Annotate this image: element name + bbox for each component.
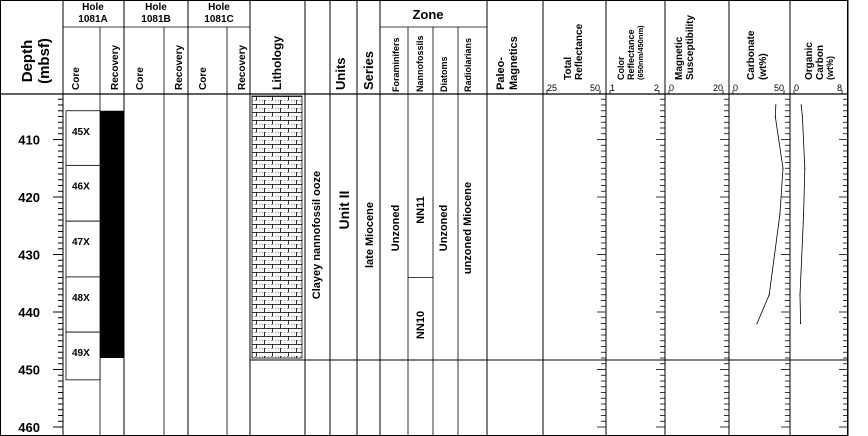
x-tick-label: 20 (712, 83, 723, 93)
total-reflectance-header-line2: Reflectance (574, 23, 585, 80)
lithology-header: Lithology (270, 36, 284, 90)
depth-header-line1: Depth (19, 39, 36, 83)
radiolarians-zone-label: unzoned Miocene (462, 181, 474, 275)
color-reflectance-header-line1: Color (616, 56, 626, 80)
organic-carbon-header-line1: Organic (804, 42, 815, 80)
core-label: 49X (72, 348, 90, 360)
x-tick-label: 8 (836, 83, 842, 93)
data-point (775, 116, 776, 117)
nannofossil-zone-label: NN11 (415, 196, 427, 224)
hole-c-number: 1081C (204, 14, 234, 25)
foraminifers-zone-label: Unzoned (390, 204, 402, 252)
depth-label: 440 (18, 305, 40, 320)
foraminifers-header: Foraminifers (391, 37, 401, 92)
depth-label: 460 (18, 420, 40, 435)
hole-a-title: Hole (82, 2, 104, 13)
carbonate-header-line2: (wt%) (758, 53, 769, 80)
nannofossil-zone-label: NN10 (415, 310, 427, 340)
depth-header-line2: (mbsf) (36, 38, 53, 84)
radiolarians-header: Radiolarians (463, 37, 473, 92)
lithology-fill (252, 96, 302, 358)
core-box (66, 277, 100, 332)
depth-label: 430 (18, 247, 40, 263)
data-point (801, 104, 802, 105)
organic-carbon-header-line3: (wt%) (825, 56, 835, 80)
x-tick-label: 0 (669, 83, 675, 93)
lithology-label: Clayey nannofossil ooze (311, 170, 323, 300)
units-header: Units (333, 57, 348, 90)
hole-c-core-header: Core (198, 67, 209, 90)
core-label: 45X (72, 126, 90, 138)
hole-a-core-header: Core (71, 67, 82, 90)
series-label: late Miocene (364, 201, 376, 269)
carbonate-header-line1: Carbonate (746, 30, 757, 80)
hole-a-number: 1081A (78, 14, 108, 25)
core-box (66, 111, 100, 166)
hole-c-title: Hole (208, 2, 230, 13)
diatoms-zone-label: Unzoned (438, 204, 450, 252)
data-point (782, 168, 783, 169)
x-tick-label: 50 (589, 83, 600, 93)
nannofossils-header: Nannofossils (415, 35, 425, 92)
depth-label: 410 (18, 132, 40, 148)
figure-body (66, 83, 848, 427)
x-tick-label: 1 (610, 83, 616, 93)
core-label: 46X (72, 181, 90, 193)
depth-label: 420 (18, 190, 40, 205)
color-reflectance-header-line3: (650nm/450nm) (636, 25, 645, 80)
hole-a-recovery-header: Recovery (110, 44, 121, 90)
diatoms-header: Diatoms (439, 56, 449, 92)
total-reflectance-header-line1: Total (563, 56, 574, 80)
depth-label: 450 (18, 362, 40, 378)
core-box (66, 221, 100, 277)
paleomagnetics-header-line1: Paleo- (495, 56, 507, 90)
hole-c-recovery-header: Recovery (237, 44, 248, 90)
data-point (799, 294, 800, 295)
data-point (769, 294, 770, 295)
data-point (756, 323, 757, 324)
core-box (66, 165, 100, 221)
hole-b-core-header: Core (135, 67, 146, 90)
hole-b-number: 1081B (141, 14, 171, 25)
x-tick-label: 50 (773, 83, 784, 93)
data-point (800, 323, 801, 324)
paleomagnetics-header-line2: Magnetics (508, 36, 520, 90)
x-tick-label: 25 (547, 83, 558, 93)
data-point (775, 104, 776, 105)
x-tick-label: 2 (653, 83, 659, 93)
color-reflectance-header-line2: Reflectance (626, 29, 636, 80)
core-label: 47X (72, 237, 90, 249)
data-point (803, 214, 804, 215)
x-tick-label: 0 (733, 83, 739, 93)
data-point (804, 168, 805, 169)
series-header: Series (361, 50, 376, 90)
magnetic-susceptibility-header-line1: Magnetic (674, 36, 685, 80)
data-point (779, 214, 780, 215)
x-tick-label: 0 (794, 83, 800, 93)
recovery-bar (100, 111, 124, 358)
organic-carbon-header-line2: Carbon (815, 45, 826, 80)
data-point (802, 116, 803, 117)
data-line (757, 105, 783, 324)
hole-b-recovery-header: Recovery (174, 44, 185, 90)
header-row (19, 2, 835, 92)
magnetic-susceptibility-header-line2: Susceptibility (685, 14, 696, 80)
hole-b-title: Hole (145, 2, 167, 13)
core-label: 48X (72, 292, 90, 304)
zone-header: Zone (412, 7, 444, 22)
unit-label: Unit II (336, 190, 352, 230)
